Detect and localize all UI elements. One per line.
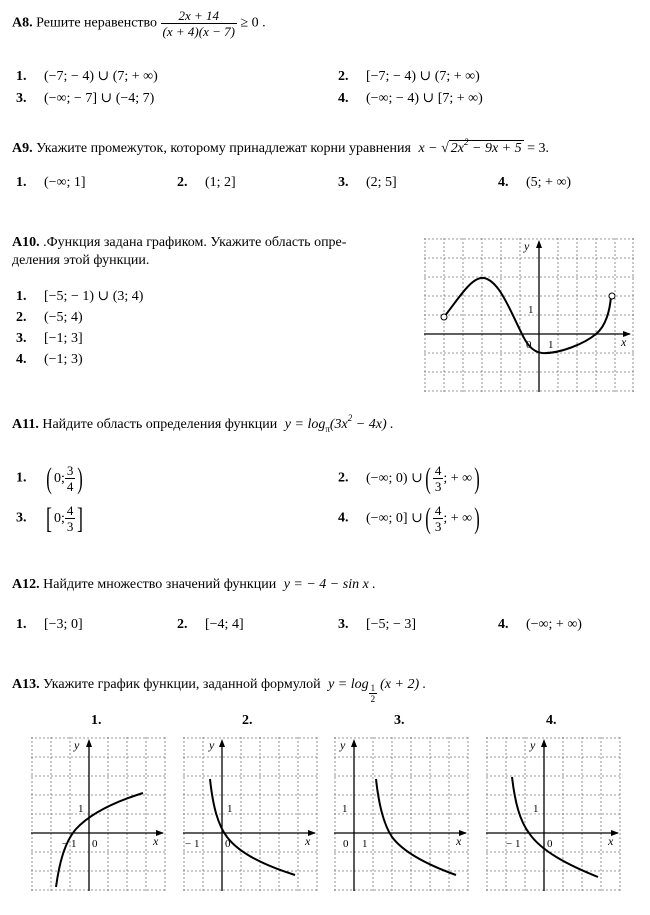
question-text: Укажите промежуток, которому принадлежат корни уравнения [36, 141, 411, 156]
question-number: А10. [12, 235, 40, 250]
option-number: 1. [16, 69, 27, 84]
option-number: 3. [16, 331, 27, 346]
question-number: А13. [12, 677, 40, 692]
option-number: 3. [16, 91, 27, 106]
answer-option[interactable] [16, 352, 83, 368]
y-axis-arrow-icon [219, 739, 225, 747]
answer-option[interactable] [16, 68, 158, 85]
origin-label: 0 [547, 838, 553, 850]
function-curve [376, 779, 456, 875]
denominator: (x + 4)(x − 7) [162, 24, 235, 39]
question-a9-stem [12, 137, 549, 157]
question-a10-stem [12, 234, 412, 270]
question-text-line2: деления этой функции. [12, 253, 150, 268]
x-tick-one: 1 [362, 838, 368, 850]
numerator: 2x + 14 [161, 8, 237, 24]
x-tick-minus-one: − 1 [185, 838, 200, 850]
origin-label: 0 [343, 838, 349, 850]
x-axis-label: x [305, 834, 311, 848]
option-value: [−5; − 3] [366, 617, 417, 632]
y-axis-arrow-icon [541, 739, 547, 747]
option-number: 1. [16, 175, 27, 190]
option-value: (−1; 3) [44, 352, 83, 367]
question-a11-stem [12, 413, 394, 434]
y-axis-label: y [340, 738, 346, 752]
answer-option[interactable] [338, 90, 483, 107]
option-value: [−7; − 4) ∪ (7; + ∞) [366, 69, 480, 84]
answer-option[interactable] [16, 331, 83, 347]
graph-option-number: 2. [242, 713, 253, 728]
y-tick-one: 1 [342, 803, 348, 815]
x-tick-minus-one: − 1 [62, 838, 77, 850]
question-a8-stem [12, 8, 266, 39]
log-base: $\frac{1}{2}$ [370, 683, 376, 704]
option-number: 3. [338, 617, 349, 632]
question-a13-stem [12, 677, 426, 704]
option-number: 4. [338, 91, 349, 106]
option-value: [ 0; $\frac{4}{3}$ ] [46, 501, 84, 535]
origin-label: 0 [225, 838, 231, 850]
question-text: Решите неравенство [36, 15, 158, 31]
option-value: ( 0; $\frac{3}{4}$ ) [46, 461, 84, 495]
answer-option[interactable] [177, 175, 236, 191]
function-formula: y = − 4 − sin x . [283, 577, 376, 592]
sqrt-sign: √ [441, 141, 449, 156]
question-a12-stem [12, 577, 376, 593]
question-number: А12. [12, 577, 40, 592]
option-number: 3. [338, 175, 349, 190]
answer-option[interactable] [16, 503, 85, 534]
log-argument: (x + 2) . [380, 677, 427, 692]
y-axis-arrow-icon [86, 739, 92, 747]
question-text-line1: .Функция задана графиком. Укажите область опре- [43, 235, 347, 250]
x-axis-label: x [153, 834, 159, 848]
option-number: 1. [16, 617, 27, 632]
answer-option[interactable] [338, 175, 397, 191]
answer-option[interactable] [338, 68, 480, 85]
origin-label: 0 [526, 339, 532, 351]
y-tick-one: 1 [227, 803, 233, 815]
answer-option[interactable] [177, 617, 244, 633]
option-value: (−7; − 4) ∪ (7; + ∞) [44, 69, 158, 84]
option-value: (−∞; − 7] ∪ (−4; 7) [44, 91, 155, 106]
open-endpoint-right [609, 293, 615, 299]
y-axis-label: y [524, 239, 530, 253]
equation-rhs: = 3. [527, 141, 550, 156]
y-axis-label: y [74, 738, 80, 752]
answer-option[interactable] [16, 617, 83, 633]
option-value: [−5; − 1) ∪ (3; 4) [44, 289, 144, 304]
graph-option-4[interactable] [486, 737, 621, 892]
graph-option-number: 1. [91, 713, 102, 728]
option-number: 4. [338, 510, 349, 526]
y-axis-arrow-icon [351, 739, 357, 747]
option-number: 4. [16, 352, 27, 367]
x-axis-label: x [621, 335, 627, 349]
answer-option[interactable] [498, 617, 582, 633]
question-number: А8. [12, 15, 33, 31]
option-value: [−4; 4] [205, 617, 244, 632]
option-value: (5; + ∞) [526, 175, 572, 190]
answer-option[interactable] [16, 310, 83, 326]
question-text: Найдите область определения функции [42, 417, 278, 432]
option-number: 2. [338, 470, 349, 486]
option-value: (1; 2] [205, 175, 236, 190]
x-tick-minus-one: − 1 [506, 838, 521, 850]
x-axis-label: x [608, 834, 614, 848]
option-value: (−∞; 0) ∪( $\frac{4}{3}$ ; + ∞) [366, 461, 480, 495]
option-number: 1. [16, 289, 27, 304]
y-axis-arrow-icon [536, 240, 542, 248]
function-curve [210, 779, 295, 875]
option-value: (−∞; 0] ∪( $\frac{4}{3}$ ; + ∞) [366, 501, 480, 535]
answer-option[interactable] [338, 463, 482, 494]
option-value: [−3; 0] [44, 617, 83, 632]
y-tick-one: 1 [533, 803, 539, 815]
x-axis-label: x [456, 834, 462, 848]
option-value: (−∞; 1] [44, 175, 86, 190]
answer-option[interactable] [16, 463, 85, 494]
answer-option[interactable] [16, 288, 143, 305]
question-number: А9. [12, 141, 33, 156]
radicand: $2x^2 - 9x + 5$ [450, 137, 522, 156]
function-lhs: y = log [328, 677, 369, 692]
y-tick-one: 1 [78, 803, 84, 815]
option-value: (2; 5] [366, 175, 397, 190]
open-endpoint-left [441, 314, 447, 320]
option-number: 4. [498, 175, 509, 190]
y-axis-label: y [530, 738, 536, 752]
graph-option-number: 4. [546, 713, 557, 728]
graph-option-2[interactable] [183, 737, 318, 892]
y-axis-label: y [209, 738, 215, 752]
answer-option[interactable] [16, 175, 86, 191]
inequality-relation: ≥ 0 . [240, 15, 266, 31]
option-value: (−5; 4) [44, 310, 83, 325]
graph-option-number: 3. [394, 713, 405, 728]
option-value: (−∞; + ∞) [526, 617, 582, 632]
option-number: 1. [16, 470, 27, 486]
option-value: [−1; 3] [44, 331, 83, 346]
y-tick-one: 1 [528, 304, 534, 316]
log-base: π [325, 424, 330, 434]
option-number: 4. [498, 617, 509, 632]
option-number: 2. [16, 310, 27, 325]
question-text: Укажите график функции, заданной формулой [43, 677, 321, 692]
equation-lhs: x − [418, 141, 438, 156]
option-number: 2. [177, 617, 188, 632]
function-graph [424, 238, 634, 393]
option-number: 2. [177, 175, 188, 190]
option-value: (−∞; − 4) ∪ [7; + ∞) [366, 91, 483, 106]
log-argument: $(3x^2 - 4x)$ . [329, 413, 394, 432]
question-number: А11. [12, 417, 39, 432]
option-number: 3. [16, 510, 27, 526]
question-text: Найдите множество значений функции [43, 577, 277, 592]
option-number: 2. [338, 69, 349, 84]
answer-option[interactable] [338, 503, 482, 534]
function-lhs: y = log [284, 417, 326, 432]
answer-option[interactable] [338, 617, 416, 633]
answer-option[interactable] [16, 90, 154, 107]
graph-option-1[interactable] [31, 737, 166, 892]
answer-option[interactable] [498, 175, 571, 191]
x-tick-one: 1 [548, 339, 554, 351]
origin-label: 0 [92, 838, 98, 850]
inequality-fraction [161, 8, 237, 39]
graph-option-3[interactable] [334, 737, 469, 892]
